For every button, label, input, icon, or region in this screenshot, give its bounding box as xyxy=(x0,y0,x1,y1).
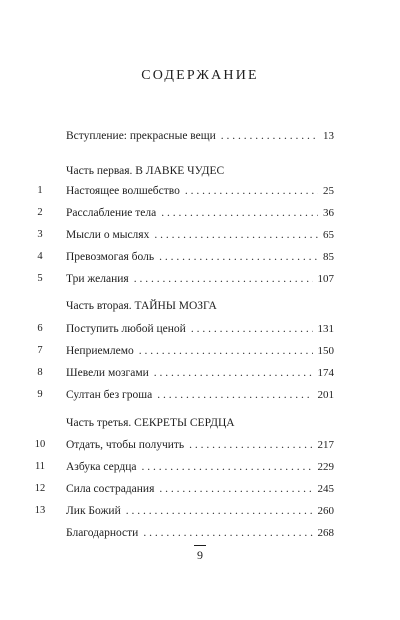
page-number: 9 xyxy=(197,548,203,562)
leader-dots xyxy=(154,227,318,243)
chapter-number: 8 xyxy=(37,367,43,378)
chapter-number: 10 xyxy=(34,439,46,450)
chapter-number: 2 xyxy=(37,207,43,218)
part-heading: Часть третья. СЕКРЕТЫ СЕРДЦА xyxy=(66,417,235,429)
toc-entry[interactable] xyxy=(0,503,400,519)
toc-entry[interactable] xyxy=(0,205,400,221)
entry-title: Неприемлемо xyxy=(66,345,134,357)
toc-entry[interactable] xyxy=(0,227,400,243)
leader-dots xyxy=(221,128,318,144)
entry-page: 107 xyxy=(317,273,334,285)
entry-title: Три желания xyxy=(66,273,129,285)
leader-dots xyxy=(126,503,313,519)
entry-page: 25 xyxy=(323,185,334,197)
leader-dots xyxy=(185,183,318,199)
entry-page: 85 xyxy=(323,251,334,263)
page-number-rule xyxy=(194,545,206,546)
entry-title: Настоящее волшебство xyxy=(66,185,180,197)
chapter-number: 13 xyxy=(34,505,46,516)
contents-title: СОДЕРЖАНИЕ xyxy=(141,68,259,83)
chapter-number: 7 xyxy=(37,345,43,356)
toc-entry-acknowledgements[interactable] xyxy=(0,525,400,541)
chapter-number: 3 xyxy=(37,229,43,240)
entry-title: Мысли о мыслях xyxy=(66,229,150,241)
chapter-number: 5 xyxy=(37,273,43,284)
leader-dots xyxy=(189,437,312,453)
entry-page: 174 xyxy=(317,367,334,379)
chapter-number: 11 xyxy=(34,461,46,472)
entry-page: 217 xyxy=(317,439,334,451)
entry-title: Расслабление тела xyxy=(66,207,157,219)
entry-page: 268 xyxy=(317,527,334,539)
toc-entry[interactable] xyxy=(0,249,400,265)
entry-page: 150 xyxy=(317,345,334,357)
toc-entry[interactable] xyxy=(0,321,400,337)
chapter-number: 6 xyxy=(37,323,43,334)
entry-page: 245 xyxy=(317,483,334,495)
leader-dots xyxy=(143,525,312,541)
toc-entry[interactable] xyxy=(0,365,400,381)
toc-entry[interactable] xyxy=(0,183,400,199)
toc-entry[interactable] xyxy=(0,387,400,403)
entry-page: 229 xyxy=(317,461,334,473)
entry-page: 36 xyxy=(323,207,334,219)
leader-dots xyxy=(139,343,313,359)
leader-dots xyxy=(157,387,312,403)
part-heading: Часть вторая. ТАЙНЫ МОЗГА xyxy=(66,300,217,312)
entry-title: Шевели мозгами xyxy=(66,367,149,379)
entry-title: Благодарности xyxy=(66,527,139,539)
toc-entry[interactable] xyxy=(0,481,400,497)
entry-page: 13 xyxy=(323,130,334,142)
chapter-number: 1 xyxy=(37,185,43,196)
toc-entry-intro[interactable] xyxy=(0,128,400,144)
leader-dots xyxy=(141,459,312,475)
chapter-number: 4 xyxy=(37,251,43,262)
leader-dots xyxy=(159,481,312,497)
chapter-number: 12 xyxy=(34,483,46,494)
toc-entry[interactable] xyxy=(0,271,400,287)
leader-dots xyxy=(159,249,318,265)
entry-page: 201 xyxy=(317,389,334,401)
entry-title: Вступление: прекрасные вещи xyxy=(66,130,216,142)
leader-dots xyxy=(154,365,313,381)
toc-entry[interactable] xyxy=(0,459,400,475)
entry-page: 65 xyxy=(323,229,334,241)
entry-title: Отдать, чтобы получить xyxy=(66,439,185,451)
entry-title: Лик Божий xyxy=(66,505,121,517)
entry-page: 260 xyxy=(317,505,334,517)
toc-entry[interactable] xyxy=(0,343,400,359)
entry-title: Азбука сердца xyxy=(66,461,137,473)
leader-dots xyxy=(161,205,318,221)
toc-entry[interactable] xyxy=(0,437,400,453)
entry-title: Превозмогая боль xyxy=(66,251,155,263)
entry-title: Султан без гроша xyxy=(66,389,153,401)
part-heading: Часть первая. В ЛАВКЕ ЧУДЕС xyxy=(66,165,225,177)
entry-page: 131 xyxy=(317,323,334,335)
entry-title: Поступить любой ценой xyxy=(66,323,186,335)
chapter-number: 9 xyxy=(37,389,43,400)
leader-dots xyxy=(134,271,313,287)
leader-dots xyxy=(191,321,313,337)
entry-title: Сила сострадания xyxy=(66,483,155,495)
